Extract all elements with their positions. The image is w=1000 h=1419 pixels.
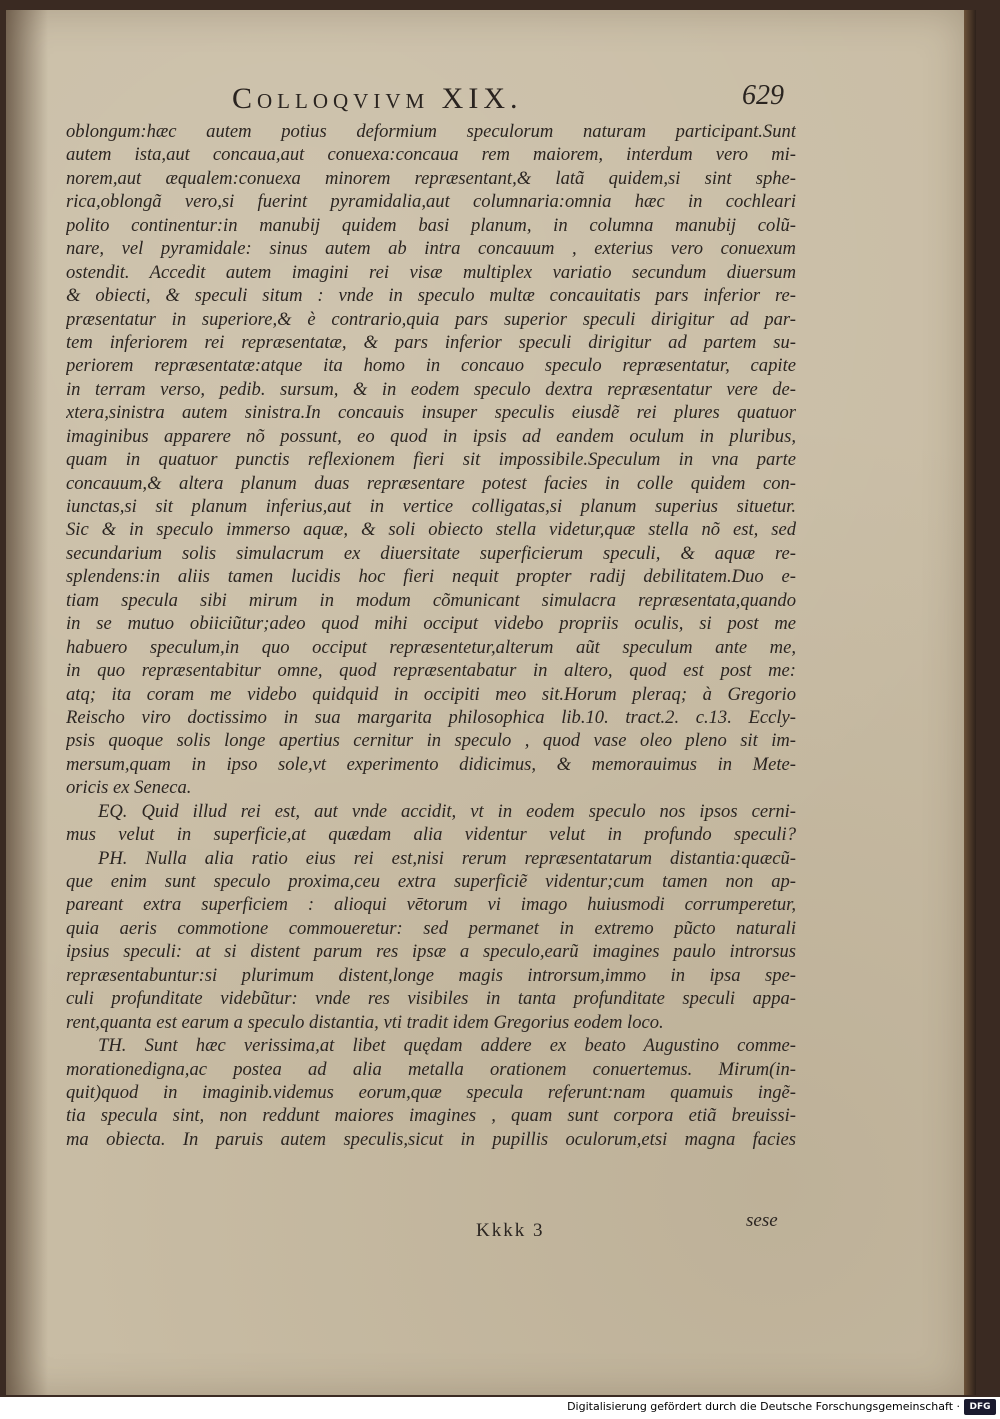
text-line: repræsentabuntur:si plurimum distent,longe magis introrsum,immo in ipsa spe- [66, 964, 796, 986]
text-line: que enim sunt speculo proxima,ceu extra superficiẽ videntur;cum tamen non ap- [66, 871, 796, 892]
text-line: Reischo viro doctissimo in sua margarita philosophica lib.10. tract.2. c.13. Eccly- [66, 706, 796, 728]
running-title: Colloqvivm XIX. [232, 82, 523, 115]
text-line: PH. Nulla alia ratio eius rei est,nisi rerum repræsentatarum distantia:quæcũ- [98, 847, 796, 869]
text-line: in se mutuo obiiciũtur;adeo quod mihi occiput videbo propriis oculis, si post me [66, 613, 796, 635]
signature-mark: Kkkk 3 [476, 1220, 545, 1241]
text-line: ipsius speculi: at si distent parum res ipsæ a speculo,earũ imagines paulo introrsus [66, 941, 796, 963]
text-line: xtera,sinistra autem sinistra.In concauis insuper speculis eiusdẽ rei plures quatuor [66, 402, 796, 424]
text-line: psis quoque solis longe apertius cernitur in speculo , quod vase oleo pleno sit im- [66, 730, 796, 752]
text-line: mersum,quam in ipso sole,vt experimento didicimus, & memorauimus in Mete- [66, 753, 796, 775]
text-line: habuero speculum,in quo occiput repræsentetur,alterum aũt speculum ante me, [66, 636, 796, 658]
text-line: mus velut in superficie,at quædam alia videntur velut in profundo speculi? [66, 824, 796, 846]
catchword: sese [746, 1210, 778, 1231]
text-line: ostendit. Accedit autem imagini rei visæ multiplex variatio secundum diuersum [66, 261, 796, 283]
text-line: quia aeris commotione commoueretur: sed permanet in extremo pũcto naturali [66, 917, 796, 939]
text-line: quam in quatuor punctis reflexionem fieri sit impossibile.Speculum in vna parte [66, 449, 796, 471]
text-line: periorem repræsentatæ:atque ita homo in concauo speculo repræsentatur, capite [66, 355, 796, 377]
text-line: imaginibus apparere nõ possunt, eo quod in ipsis ad eandem oculum in pluribus, [66, 425, 796, 447]
funding-credit: Digitalisierung gefördert durch die Deutsche Forschungsgemeinschaft · [567, 1400, 960, 1413]
text-line: iunctas,si sit planum inferius,aut in vertice colligatas,si planum superius situetur. [66, 496, 796, 517]
text-line: concauum,& altera planum duas repræsentare potest facies in colle quidem con- [66, 472, 796, 494]
body-text [66, 120, 796, 1151]
text-line: tem inferiorem rei repræsentatæ, & pars inferior speculi dirigitur ad partem su- [66, 331, 796, 353]
text-line: morationedigna,ac postea ad alia metalla orationem conuertemus. Mirum(in- [66, 1058, 796, 1080]
digitization-footer [0, 1397, 1000, 1419]
page-header [0, 78, 1000, 118]
text-line: quit)quod in imaginib.videmus eorum,quæ specula referunt:nam quamuis ingẽ- [66, 1081, 796, 1103]
text-line: polito continentur:in manubij quidem basi planum, in columna manubij colũ- [66, 214, 796, 236]
page-number: 629 [742, 80, 784, 111]
text-line: ma obiecta. In paruis autem speculis,sicut in pupillis oculorum,etsi magna facies [66, 1128, 796, 1150]
text-line: atq; ita coram me videbo quidquid in occipiti meo sit.Horum pleraq; à Gregorio [66, 683, 796, 705]
page-edge [964, 10, 976, 1395]
text-line: culi profunditate videbũtur: vnde res visibiles in tanta profunditate speculi appa- [66, 988, 796, 1010]
text-line: præsentatur in superiore,& è contrario,quia pars superior speculi dirigitur ad par- [66, 308, 796, 330]
text-line: autem ista,aut concaua,aut conuexa:concaua rem maiorem, interdum vero mi- [66, 144, 796, 166]
text-line: nare, vel pyramidale: sinus autem ab intra concauum , exterius vero conuexum [66, 238, 796, 260]
text-line: norem,aut æqualem:conuexa minorem repræsentant,& latã quidem,si sint sphe- [66, 167, 796, 189]
text-line: secundarium solis simulacrum ex diuersitate superficierum speculi, & aquæ re- [66, 542, 796, 564]
text-line: tiam specula sibi mirum in modum cõmunicant simulacra repræsentata,quando [66, 589, 796, 611]
text-line: & obiecti, & speculi situm : vnde in speculo multæ concauitatis pars inferior re- [66, 285, 796, 307]
text-line: in terram verso, pedib. sursum, & in eodem speculo dextra repræsentatur vere de- [66, 378, 796, 400]
text-line: rica,oblongã vero,si fuerint pyramidalia,aut columnaria:omnia hæc in cochleari [66, 191, 796, 213]
text-line: splendens:in aliis tamen lucidis hoc fieri nequit propter radij debilitatem.Duo e- [66, 566, 796, 588]
text-line: pareant extra superficiem : alioqui vētorum vi imago huiusmodi corrumperetur, [66, 894, 796, 916]
text-line: in quo repræsentabitur omne, quod repræsentabatur in altero, quod est post me: [66, 660, 796, 682]
text-line: EQ. Quid illud rei est, aut vnde accidit, vt in eodem speculo nos ipsos cerni- [98, 800, 796, 822]
text-line: tia specula sint, non reddunt maiores imagines , quam sunt corpora etiã breuissi- [66, 1105, 796, 1127]
text-line: Sic & in speculo immerso aquæ, & soli obiecto stella videtur,quæ stella nõ est, sed [66, 519, 796, 541]
page-gutter-shadow [6, 10, 48, 1395]
dfg-logo: DFG [964, 1399, 996, 1415]
text-line: TH. Sunt hæc verissima,at libet quędam addere ex beato Augustino comme- [98, 1035, 796, 1057]
text-line: rent,quanta est earum a speculo distantia, vti tradit idem Gregorius eodem loco. [66, 1011, 664, 1033]
text-line: oblongum:hæc autem potius deformium speculorum naturam participant.Sunt [66, 121, 796, 142]
text-line: oricis ex Seneca. [66, 777, 192, 799]
